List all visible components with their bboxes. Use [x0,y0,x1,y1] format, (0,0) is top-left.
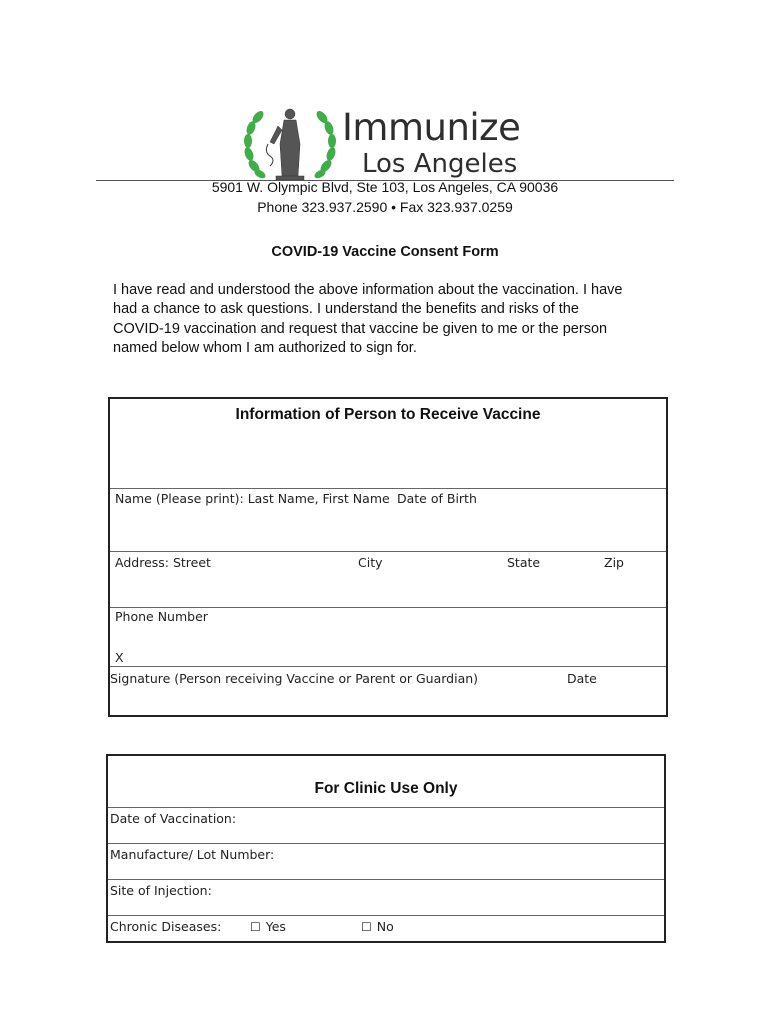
divider [110,551,666,552]
no-label: No [376,919,394,934]
consent-line: I have read and understood the above information about the vaccination. I have [113,282,623,298]
city-field[interactable]: City [358,555,383,570]
divider [110,488,666,489]
divider [108,843,664,844]
logo [240,104,540,184]
divider [108,879,664,880]
signature-mark: X [115,650,124,665]
person-info-heading: Information of Person to Receive Vaccine [235,406,541,423]
checkbox-icon[interactable]: ☐ [361,920,372,934]
laurel-wreath-statue-icon [240,104,340,184]
clinic-use-heading: For Clinic Use Only [314,780,458,797]
vaccination-date-field[interactable]: Date of Vaccination: [110,811,237,826]
state-field[interactable]: State [507,555,541,570]
logo-subtitle: Los Angeles [362,149,518,179]
divider [108,915,664,916]
name-field[interactable]: Name (Please print): Last Name, First Name [115,491,390,506]
date-of-birth-field[interactable]: Date of Birth [397,491,477,506]
form-title: COVID-19 Vaccine Consent Form [271,244,499,260]
signature-date-field[interactable]: Date [567,671,597,686]
checkbox-icon[interactable]: ☐ [250,920,261,934]
clinic-contact: Phone 323.937.2590 • Fax 323.937.0259 [257,199,513,215]
lot-number-field[interactable]: Manufacture/ Lot Number: [110,847,275,862]
consent-line: COVID-19 vaccination and request that vaccine be given to me or the person [113,320,608,337]
logo-title: Immunize [342,106,521,149]
street-field[interactable]: Address: Street [115,555,211,570]
consent-line: had a chance to ask questions. I understand the benefits and risks of the [113,301,579,318]
clinic-use-section [106,754,666,943]
consent-line: named below whom I am authorized to sign for. [113,339,417,356]
signature-field[interactable]: Signature (Person receiving Vaccine or Parent or Guardian) [110,671,479,686]
divider [108,807,664,808]
person-info-section [108,397,668,717]
divider [110,666,666,667]
divider [110,607,666,608]
chronic-diseases-label: Chronic Diseases: [110,919,222,934]
consent-statement [113,281,673,358]
injection-site-field[interactable]: Site of Injection: [110,883,212,898]
chronic-yes-option[interactable] [250,919,286,935]
zip-field[interactable]: Zip [604,555,624,570]
chronic-no-option[interactable] [361,919,394,935]
clinic-address: 5901 W. Olympic Blvd, Ste 103, Los Angeles, CA 90036 [211,179,559,195]
yes-label: Yes [265,919,286,934]
phone-number-field[interactable]: Phone Number [115,609,208,624]
